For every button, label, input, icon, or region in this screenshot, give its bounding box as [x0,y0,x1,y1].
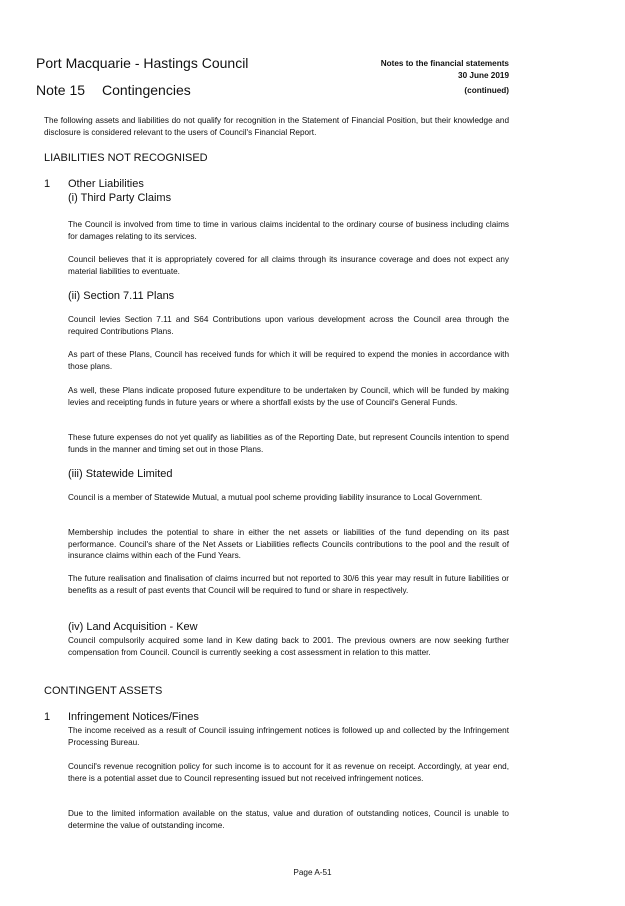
statement-title: Notes to the financial statements [380,59,509,68]
page-number: Page A-51 [293,868,332,877]
infringement-paragraph-1: The income received as a result of Council issuing infringement notices is followed up and collected by the Infringement Processing Bureau. [68,726,509,747]
note-title: Contingencies [102,82,191,98]
intro-paragraph: The following assets and liabilities do not qualify for recognition in the Statement of Financial Position, but their knowledge and disclosure is considered relevant to the users of Council's Financial Report. [44,116,509,137]
section-711-title: (ii) Section 7.11 Plans [68,290,175,302]
infringement-paragraph-2: Council's revenue recognition policy for such income is to account for it as revenue on receipt. Accordingly, at year end, there is a potential asset due to Council representing issued but not received infringement notices. [68,762,509,783]
other-liabilities-title: Other Liabilities [68,178,144,190]
continued-label: (continued) [464,86,509,95]
land-acquisition-paragraph: Council compulsorily acquired some land in Kew dating back to 2001. The previous owners are now seeking further compensation from Council. Council is currently seeking a cost assessment in relation to this matter. [68,636,509,657]
statement-header [381,58,509,81]
infringement-paragraph-3: Due to the limited information available on the status, value and duration of outstanding notices, Council is unable to determine the value of outstanding income. [68,809,509,830]
statewide-paragraph-2: Membership includes the potential to share in either the net assets or liabilities of the fund depending on its past performance. Council's share of the Net Assets or Liabilities reflects Councils contributions to the pool and the result of insurance claims within each of the Fund Years. [68,528,509,561]
land-acquisition-title: (iv) Land Acquisition - Kew [68,621,198,633]
note-number: Note 15 [36,82,86,98]
section-711-paragraph-4: These future expenses do not yet qualify as liabilities as of the Reporting Date, but represent Councils intention to spend funds in the manner and timing set out in those Plans. [68,433,509,454]
third-party-claims-paragraph-2: Council believes that it is appropriately covered for all claims through its insurance coverage and does not expect any material liabilities to eventuate. [68,255,509,276]
statewide-limited-title: (iii) Statewide Limited [68,468,173,480]
contingent-assets-heading: CONTINGENT ASSETS [44,685,163,697]
statewide-paragraph-1: Council is a member of Statewide Mutual, a mutual pool scheme providing liability insurance to Local Government. [68,493,483,502]
assets-item-number: 1 [44,711,51,723]
note-heading [36,82,191,98]
section-711-paragraph-2: As part of these Plans, Council has received funds for which it will be required to expend the monies in accordance with those plans. [68,350,509,371]
liabilities-item-number: 1 [44,178,51,190]
third-party-claims-title: (i) Third Party Claims [68,192,172,204]
statement-date: 30 June 2019 [458,70,509,80]
liabilities-heading: LIABILITIES NOT RECOGNISED [44,152,208,164]
infringement-notices-title: Infringement Notices/Fines [68,711,199,723]
organisation-name: Port Macquarie - Hastings Council [36,55,249,71]
third-party-claims-paragraph-1: The Council is involved from time to time in various claims incidental to the ordinary course of business including claims for damages relating to its services. [68,220,509,241]
section-711-paragraph-1: Council levies Section 7.11 and S64 Contributions upon various development across the Council area through the required Contributions Plans. [68,315,509,336]
statewide-paragraph-3: The future realisation and finalisation of claims incurred but not reported to 30/6 this year may result in future liabilities or benefits as a result of past events that Council will be required to fund or share in respectively. [68,574,509,595]
section-711-paragraph-3: As well, these Plans indicate proposed future expenditure to be undertaken by Council, which will be funded by making levies and receipting funds in future years or where a shortfall exists by the use of Council's General Funds. [68,386,509,407]
